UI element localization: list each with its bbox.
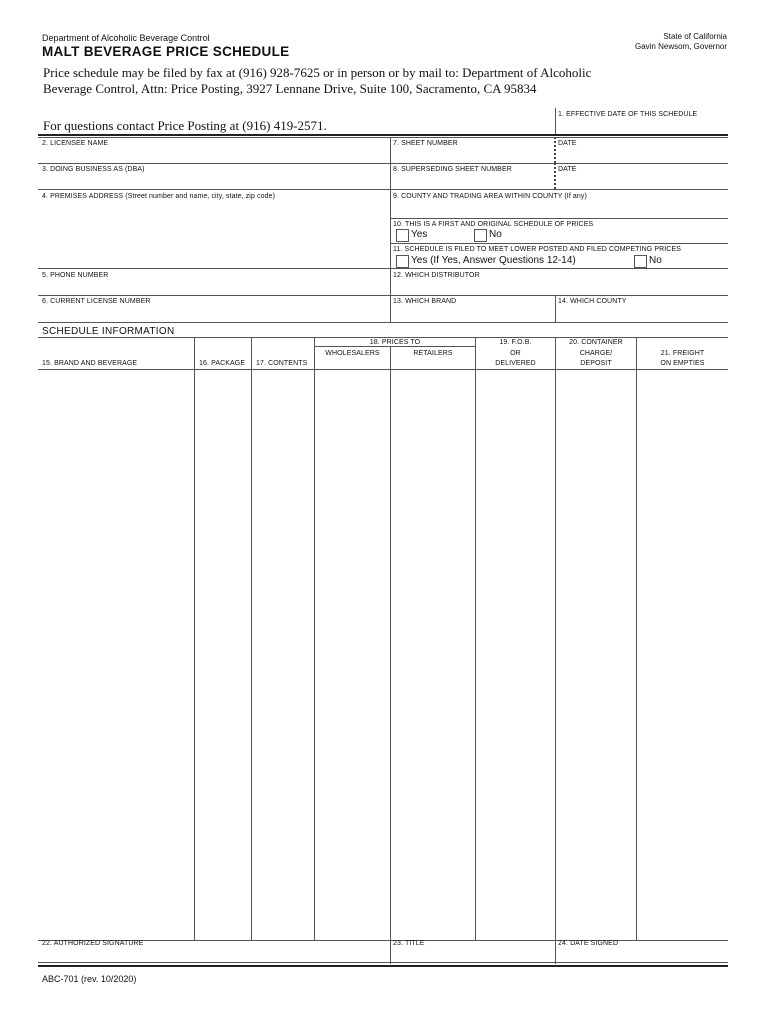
competing-yes-checkbox[interactable] bbox=[396, 255, 409, 268]
divider bbox=[555, 108, 556, 134]
effective-date-label: 1. EFFECTIVE DATE OF THIS SCHEDULE bbox=[558, 111, 698, 118]
effective-date-field[interactable] bbox=[558, 120, 728, 134]
date-signed-label: 24. DATE SIGNED bbox=[558, 940, 619, 947]
sheet-number-label: 7. SHEET NUMBER bbox=[393, 140, 458, 147]
package-entry-area[interactable] bbox=[196, 371, 250, 939]
divider bbox=[38, 337, 728, 338]
column-header-brand: 15. BRAND AND BEVERAGE bbox=[42, 360, 138, 367]
divider bbox=[390, 940, 391, 964]
divider bbox=[314, 337, 315, 940]
date-label: DATE bbox=[558, 140, 577, 147]
brand-label: 13. WHICH BRAND bbox=[393, 298, 457, 305]
filing-instructions: Price schedule may be filed by fax at (916) 928-7625 or in person or by mail to: Department of Alcoholic Beverage Control, Attn: Price Posting, 3927 Lennane Drive, Suite 100, Sacramento, CA 95834 bbox=[43, 65, 592, 96]
wholesalers-entry-area[interactable] bbox=[316, 371, 389, 939]
brand-field[interactable] bbox=[393, 307, 551, 319]
divider bbox=[636, 337, 637, 940]
which-county-field[interactable] bbox=[558, 307, 726, 319]
contact-line: For questions contact Price Posting at (916) 419-2571. bbox=[43, 118, 327, 133]
divider bbox=[38, 965, 728, 967]
column-header-deposit: DEPOSIT bbox=[580, 360, 612, 367]
column-header-delivered: DELIVERED bbox=[495, 360, 536, 367]
column-header-prices-to: 18. PRICES TO bbox=[369, 339, 421, 346]
column-header-retailers: RETAILERS bbox=[413, 350, 453, 357]
column-header-charge: CHARGE/ bbox=[579, 350, 613, 357]
original-yes-label: Yes bbox=[411, 229, 428, 240]
divider bbox=[38, 322, 728, 323]
premises-address-label: 4. PREMISES ADDRESS (Street number and name, city, state, zip code) bbox=[42, 193, 275, 200]
title-label: 23. TITLE bbox=[393, 940, 425, 947]
county-label: 9. COUNTY AND TRADING AREA WITHIN COUNTY (If any) bbox=[393, 193, 587, 200]
divider bbox=[38, 134, 728, 136]
date-field[interactable] bbox=[558, 149, 726, 161]
date-signed-field[interactable] bbox=[558, 949, 726, 961]
title-field[interactable] bbox=[393, 949, 551, 961]
column-header-freight: 21. FREIGHT bbox=[660, 350, 705, 357]
divider bbox=[390, 243, 728, 244]
original-no-checkbox[interactable] bbox=[474, 229, 487, 242]
divider bbox=[38, 189, 728, 190]
licensee-name-field[interactable] bbox=[42, 149, 387, 161]
state-block bbox=[635, 32, 727, 52]
divider bbox=[38, 295, 728, 296]
distributor-field[interactable] bbox=[393, 281, 726, 293]
column-header-package: 16. PACKAGE bbox=[199, 360, 246, 367]
form-title: MALT BEVERAGE PRICE SCHEDULE bbox=[42, 44, 290, 59]
competing-no-checkbox[interactable] bbox=[634, 255, 647, 268]
superseding-sheet-field[interactable] bbox=[393, 175, 551, 187]
divider bbox=[555, 940, 556, 964]
dba-label: 3. DOING BUSINESS AS (DBA) bbox=[42, 166, 145, 173]
divider bbox=[555, 337, 556, 940]
divider bbox=[554, 163, 556, 189]
phone-field[interactable] bbox=[42, 281, 387, 293]
divider bbox=[38, 962, 728, 963]
which-county-label: 14. WHICH COUNTY bbox=[558, 298, 627, 305]
competing-no-label: No bbox=[649, 255, 662, 266]
divider bbox=[475, 337, 476, 940]
license-number-label: 6. CURRENT LICENSE NUMBER bbox=[42, 298, 151, 305]
column-header-contents: 17. CONTENTS bbox=[256, 360, 308, 367]
divider bbox=[38, 137, 728, 138]
competing-prices-label: 11. SCHEDULE IS FILED TO MEET LOWER POSTED AND FILED COMPETING PRICES bbox=[393, 246, 681, 253]
sheet-number-field[interactable] bbox=[393, 149, 551, 161]
brand-entry-area[interactable] bbox=[39, 371, 193, 939]
authorized-signature-label: 22. AUTHORIZED SIGNATURE bbox=[42, 940, 144, 947]
superseding-date-field[interactable] bbox=[558, 175, 726, 187]
schedule-heading: SCHEDULE INFORMATION bbox=[42, 326, 175, 337]
license-number-field[interactable] bbox=[42, 307, 387, 319]
divider bbox=[251, 337, 252, 940]
form-revision: ABC-701 (rev. 10/2020) bbox=[42, 974, 137, 984]
dba-field[interactable] bbox=[42, 175, 387, 187]
original-yes-checkbox[interactable] bbox=[396, 229, 409, 242]
divider bbox=[390, 346, 391, 940]
divider bbox=[38, 369, 728, 370]
divider bbox=[390, 218, 728, 219]
column-header-empties: ON EMPTIES bbox=[660, 360, 705, 367]
divider bbox=[38, 163, 390, 164]
column-header-wholesalers: WHOLESALERS bbox=[325, 350, 380, 357]
original-no-label: No bbox=[489, 229, 502, 240]
retailers-entry-area[interactable] bbox=[392, 371, 474, 939]
divider bbox=[390, 137, 391, 322]
contents-entry-area[interactable] bbox=[253, 371, 313, 939]
distributor-label: 12. WHICH DISTRIBUTOR bbox=[393, 272, 480, 279]
column-header-fob-or: OR bbox=[510, 350, 521, 357]
column-header-fob: 19. F.O.B. bbox=[499, 339, 532, 346]
competing-yes-label: Yes (If Yes, Answer Questions 12-14) bbox=[411, 255, 576, 266]
divider bbox=[315, 346, 475, 347]
licensee-name-label: 2. LICENSEE NAME bbox=[42, 140, 109, 147]
column-header-container: 20. CONTAINER bbox=[569, 339, 623, 346]
divider bbox=[390, 163, 728, 164]
freight-entry-area[interactable] bbox=[638, 371, 727, 939]
premises-address-field[interactable] bbox=[42, 203, 387, 265]
superseding-date-label: DATE bbox=[558, 166, 577, 173]
divider bbox=[555, 295, 556, 322]
fob-entry-area[interactable] bbox=[477, 371, 554, 939]
divider bbox=[194, 337, 195, 940]
authorized-signature-field[interactable] bbox=[42, 949, 387, 961]
agency-name: Department of Alcoholic Beverage Control bbox=[42, 33, 210, 43]
superseding-sheet-label: 8. SUPERSEDING SHEET NUMBER bbox=[393, 166, 512, 173]
phone-label: 5. PHONE NUMBER bbox=[42, 272, 109, 279]
original-schedule-label: 10. THIS IS A FIRST AND ORIGINAL SCHEDULE OF PRICES bbox=[393, 221, 594, 228]
state-name: State of California bbox=[663, 32, 727, 41]
county-field[interactable] bbox=[393, 202, 726, 216]
divider bbox=[554, 137, 556, 163]
container-entry-area[interactable] bbox=[557, 371, 635, 939]
governor-name: Gavin Newsom, Governor bbox=[634, 42, 727, 51]
divider bbox=[38, 268, 728, 269]
